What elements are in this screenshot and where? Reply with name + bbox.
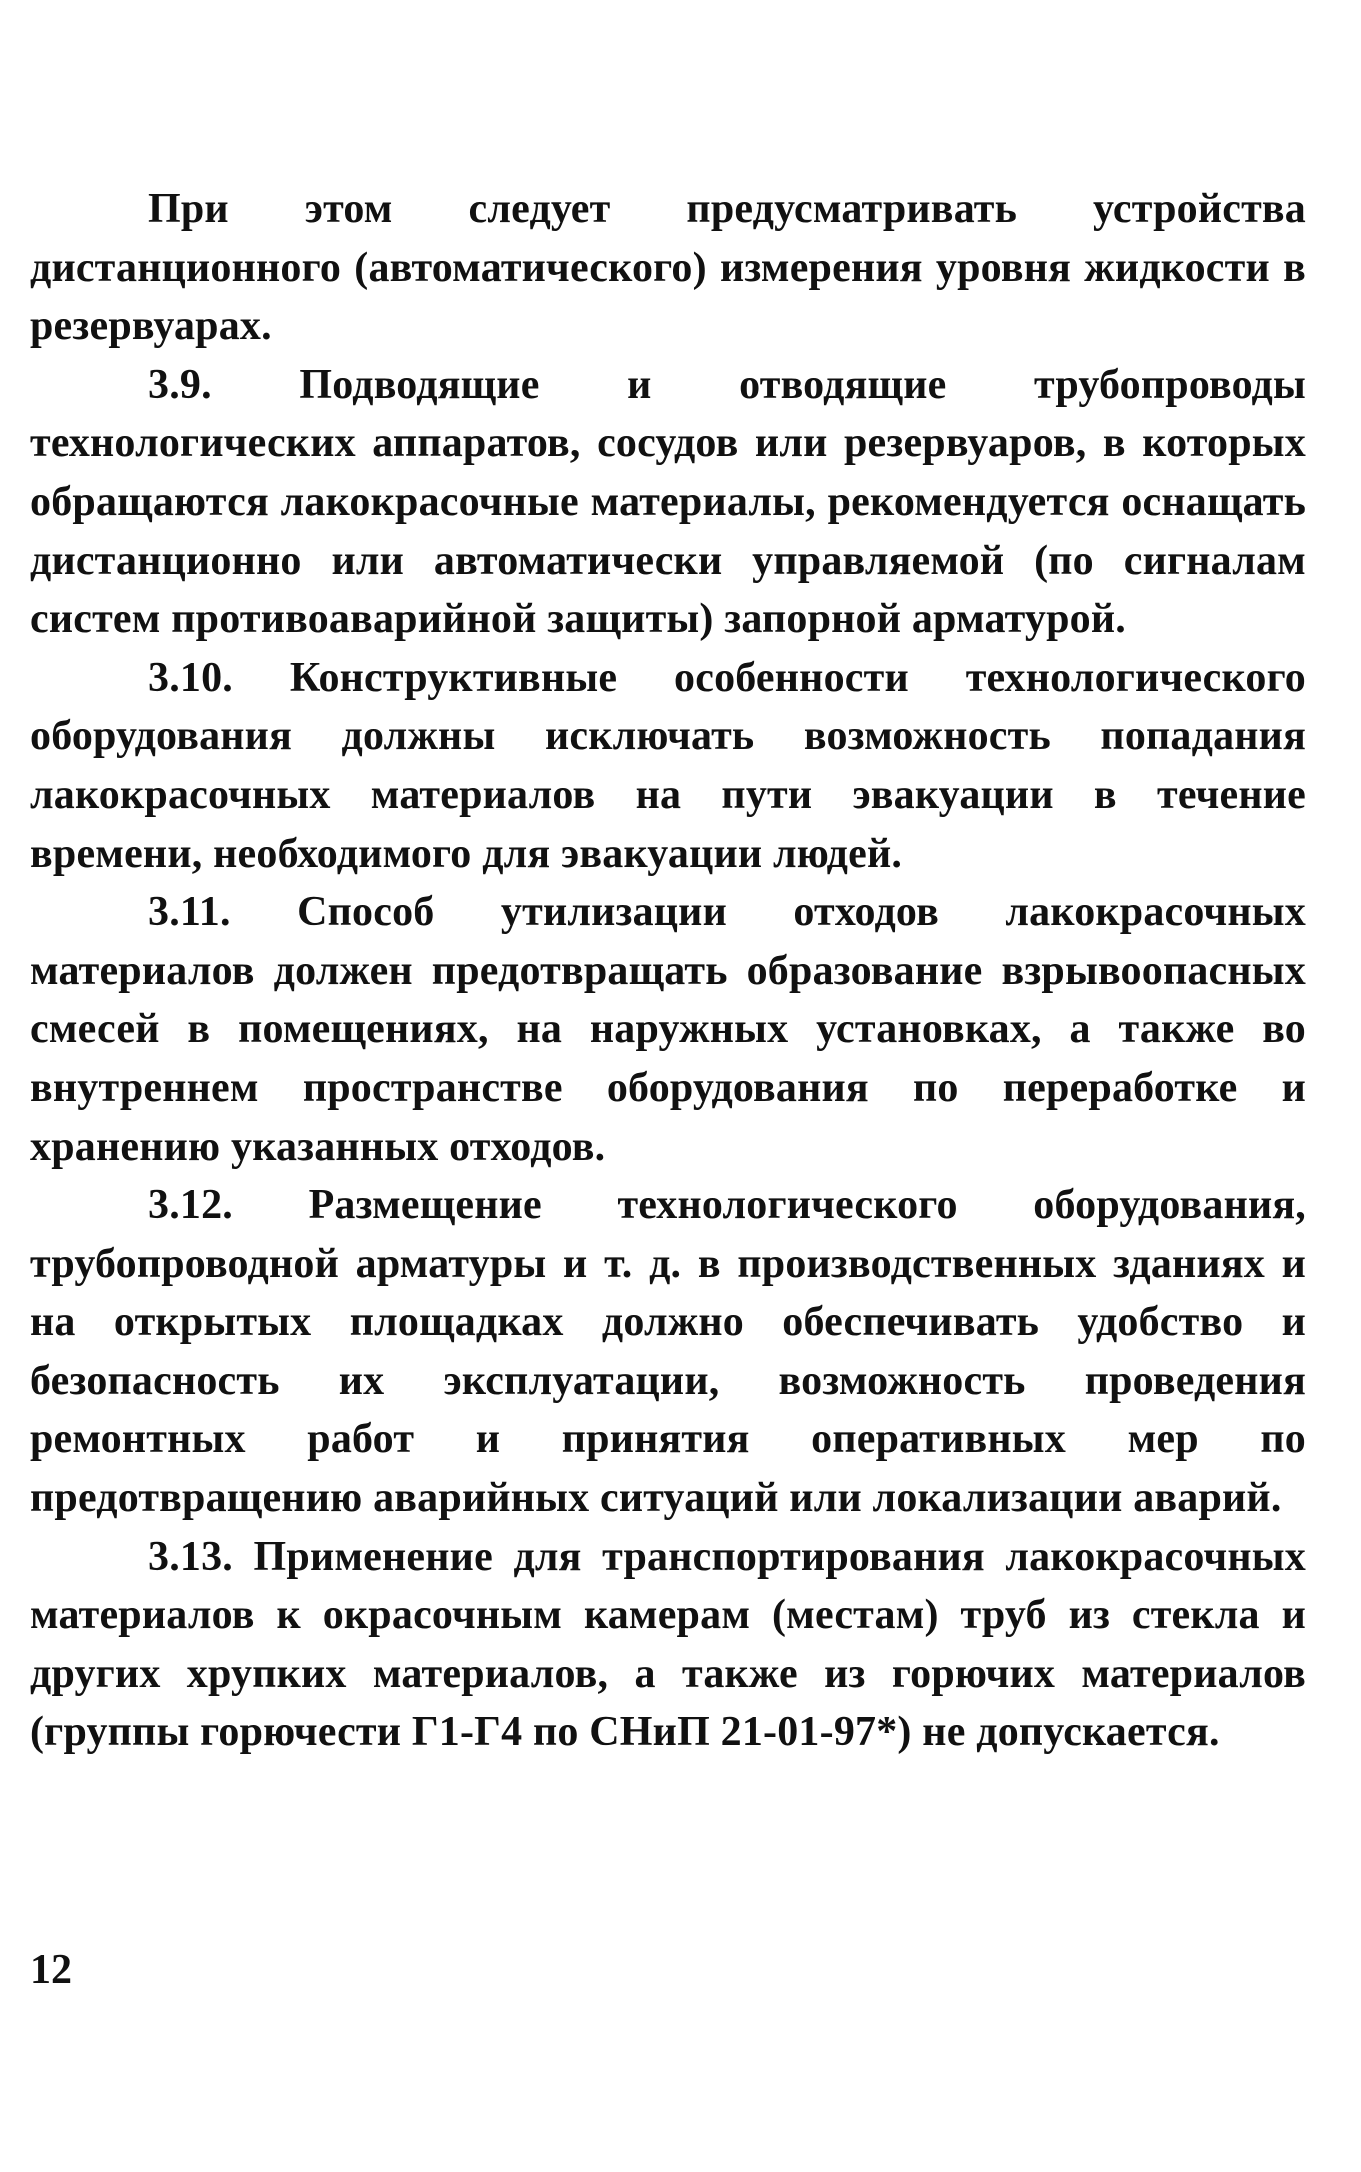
paragraph-intro: При этом следует предусматривать устройства дистанционного (автоматического) измерения уровня жидкости в резервуарах.	[30, 186, 1306, 350]
paragraph-3-13: 3.13. Применение для транспортирования лакокрасочных материалов к окрасочным камерам (местам) труб из стекла и других хрупких материалов, а также из горючих материалов (группы горючести Г1-Г4 по СНиП 21-01-97*) не допускается.	[30, 1533, 1306, 1756]
paragraph-3-9: 3.9. Подводящие и отводящие трубопроводы технологических аппаратов, сосудов или резервуаров, в которых обращаются лакокрасочные материалы, рекомендуется оснащать дистанционно или автоматически управляемой (по сигналам систем противоаварийной защиты) запорной арматурой.	[30, 361, 1306, 643]
paragraph-3-10: 3.10. Конструктивные особенности технологического оборудования должны исключать возможность попадания лакокрасочных материалов на пути эвакуации в течение времени, необходимого для эвакуации людей.	[30, 654, 1306, 877]
text-body	[30, 180, 1306, 1762]
page-number: 12	[30, 1947, 72, 1993]
paragraph-3-12: 3.12. Размещение технологического оборудования, трубопроводной арматуры и т. д. в производственных зданиях и на открытых площадках должно обеспечивать удобство и безопасность их эксплуатации, возможность проведения ремонтных работ и принятия оперативных мер по предотвращению аварийных ситуаций или локализации аварий.	[30, 1182, 1306, 1522]
paragraph-3-11: 3.11. Способ утилизации отходов лакокрасочных материалов должен предотвращать образование взрывоопасных смесей в помещениях, на наружных установках, а также во внутреннем пространстве оборудования по переработке и хранению указанных отходов.	[30, 889, 1306, 1170]
